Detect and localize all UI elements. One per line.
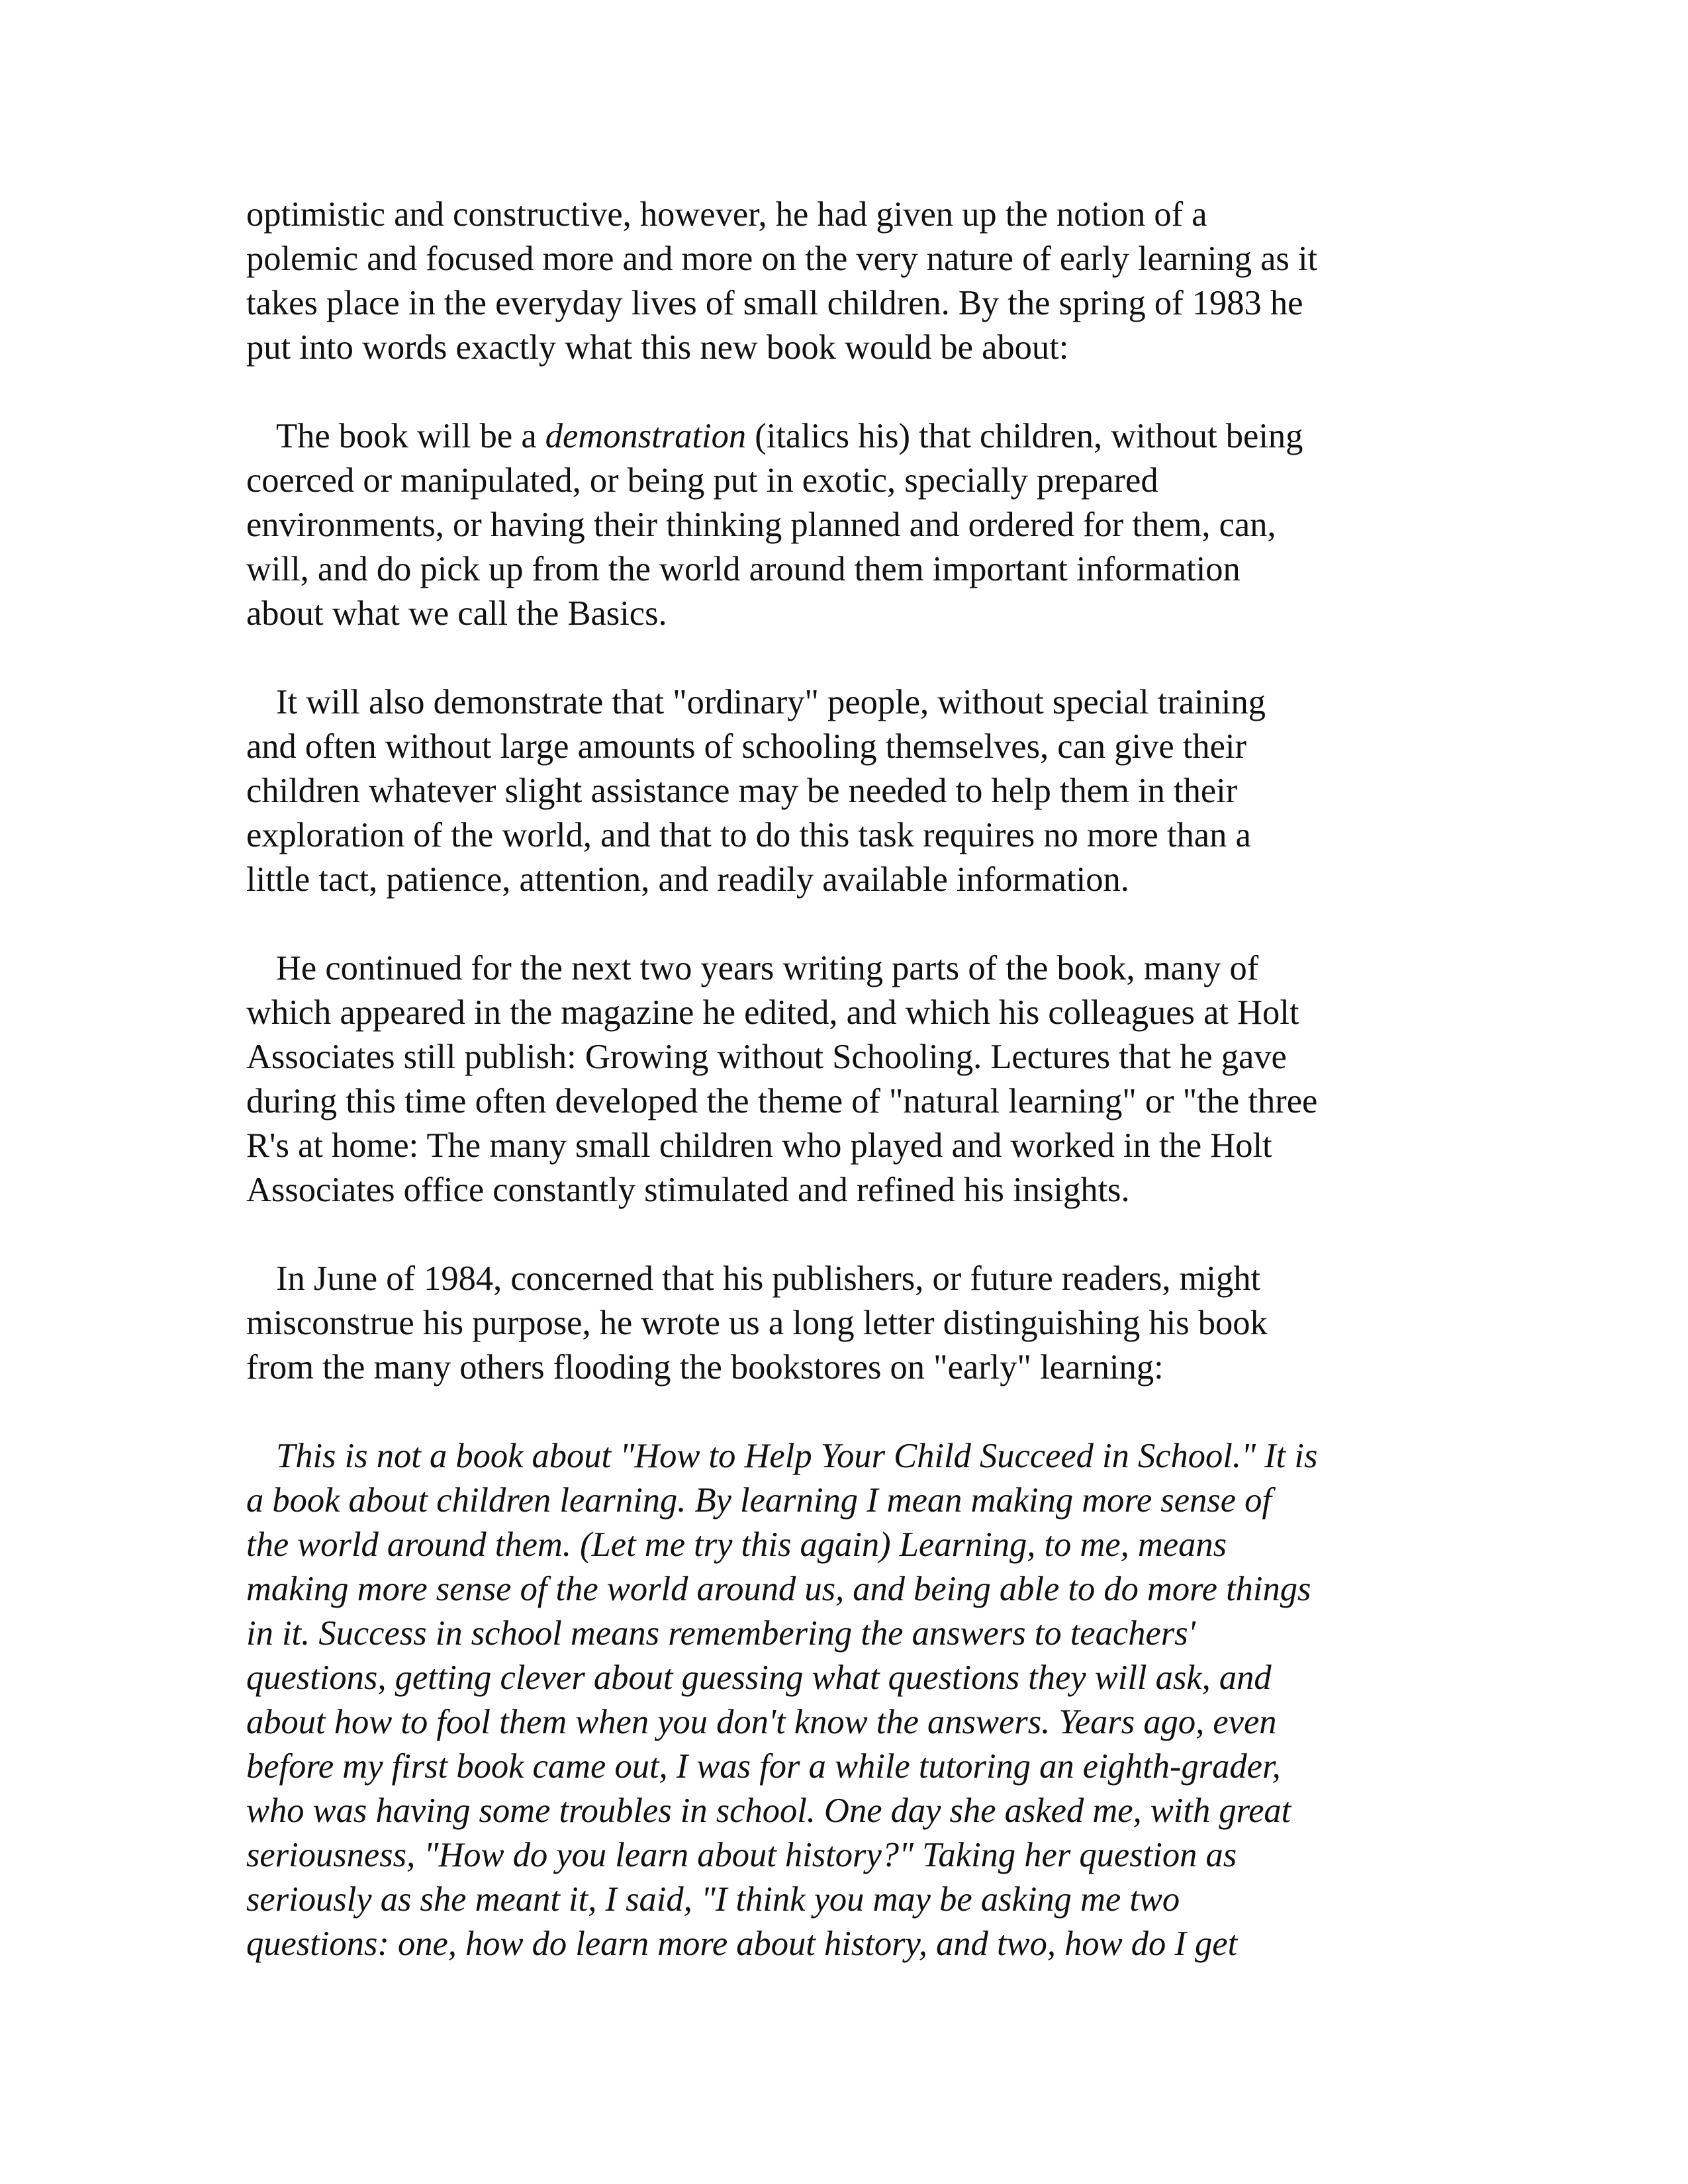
text-line: Associates still publish: Growing without Schooling. Lectures that he gave [246, 1038, 1287, 1076]
text-line: coerced or manipulated, or being put in exotic, specially prepared [246, 461, 1158, 500]
paragraph-5 [246, 1257, 1456, 1390]
text-line-start: The book will be a [276, 417, 545, 455]
text-line: exploration of the world, and that to do this task requires no more than a [246, 816, 1251, 854]
body-text [246, 193, 1456, 1966]
text-line: seriousness, "How do you learn about history?" Taking her question as [246, 1836, 1237, 1874]
text-line-end: (italics his) that children, without being [746, 417, 1303, 455]
text-line: seriously as she meant it, I said, "I think you may be asking me two [246, 1880, 1180, 1919]
text-line: children whatever slight assistance may be needed to help them in their [246, 772, 1238, 810]
text-line: the world around them. (Let me try this again) Learning, to me, means [246, 1525, 1227, 1564]
paragraph-4 [246, 946, 1456, 1212]
text-line: put into words exactly what this new book would be about: [246, 328, 1069, 367]
paragraph-3 [246, 680, 1456, 902]
paragraph-2 [246, 414, 1456, 636]
text-line: He continued for the next two years writing parts of the book, many of [276, 949, 1259, 987]
text-line: who was having some troubles in school. One day she asked me, with great [246, 1792, 1291, 1830]
text-line: about how to fool them when you don't know the answers. Years ago, even [246, 1703, 1277, 1741]
text-line: in it. Success in school means remembering the answers to teachers' [246, 1614, 1196, 1653]
text-line: misconstrue his purpose, he wrote us a long letter distinguishing his book [246, 1304, 1268, 1342]
text-line: before my first book came out, I was for a while tutoring an eighth-grader, [246, 1747, 1281, 1786]
text-line: which appeared in the magazine he edited, and which his colleagues at Holt [246, 993, 1299, 1032]
paragraph-1 [246, 193, 1456, 370]
text-line: takes place in the everyday lives of small children. By the spring of 1983 he [246, 284, 1303, 322]
text-line: It will also demonstrate that "ordinary" people, without special training [276, 683, 1266, 721]
text-line: little tact, patience, attention, and readily available information. [246, 860, 1129, 899]
text-line: This is not a book about "How to Help Your Child Succeed in School." It is [276, 1437, 1318, 1475]
text-line: optimistic and constructive, however, he had given up the notion of a [246, 195, 1207, 234]
text-line: questions, getting clever about guessing what questions they will ask, and [246, 1659, 1272, 1697]
text-line: Associates office constantly stimulated and refined his insights. [246, 1171, 1130, 1209]
text-line: environments, or having their thinking planned and ordered for them, can, [246, 506, 1276, 544]
emphasized-word: demonstration [545, 417, 747, 455]
text-line: and often without large amounts of schooling themselves, can give their [246, 727, 1246, 766]
text-line: a book about children learning. By learning I mean making more sense of [246, 1481, 1272, 1520]
text-line: In June of 1984, concerned that his publishers, or future readers, might [276, 1259, 1261, 1298]
text-line: polemic and focused more and more on the very nature of early learning as it [246, 240, 1318, 278]
text-line: questions: one, how do learn more about history, and two, how do I get [246, 1925, 1238, 1963]
text-line: from the many others flooding the bookstores on "early" learning: [246, 1348, 1164, 1387]
text-line: will, and do pick up from the world around them important information [246, 550, 1241, 588]
text-line: during this time often developed the theme of "natural learning" or "the three [246, 1082, 1318, 1120]
paragraph-6-quote [246, 1434, 1456, 1966]
text-line: about what we call the Basics. [246, 594, 667, 633]
text-line: R's at home: The many small children who played and worked in the Holt [246, 1126, 1272, 1165]
text-line: making more sense of the world around us, and being able to do more things [246, 1570, 1311, 1608]
